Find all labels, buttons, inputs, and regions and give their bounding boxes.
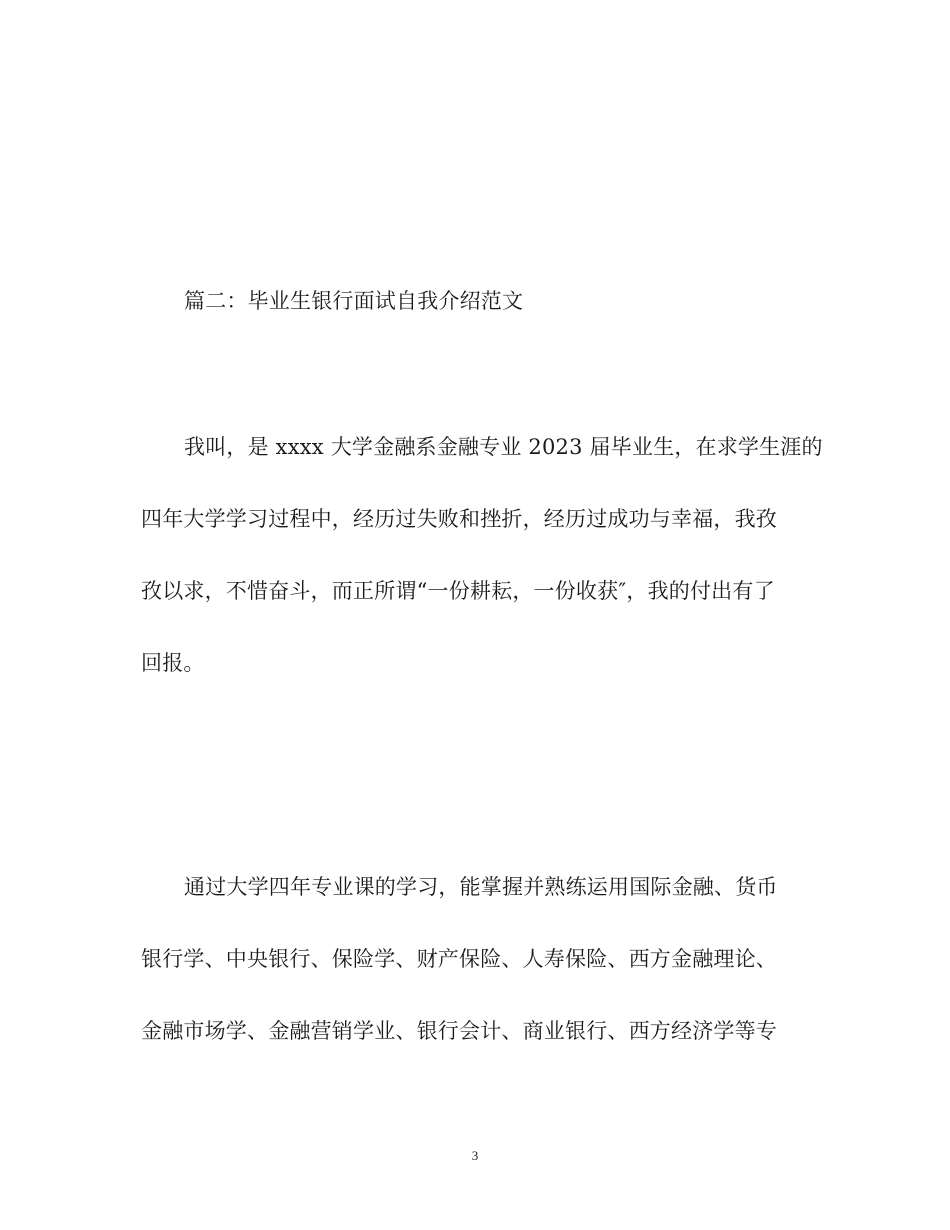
paragraph-1-line-1: 我叫，是 xxxx 大学金融系金融专业 2023 届毕业生，在求学生涯的 <box>184 435 823 459</box>
paragraph-1-line-2: 四年大学学习过程中，经历过失败和挫折，经历过成功与幸福，我孜 <box>141 507 777 531</box>
paragraph-2-line-3: 金融市场学、金融营销学业、银行会计、商业银行、西方经济学等专 <box>141 1019 777 1043</box>
paragraph-1-line-4: 回报。 <box>141 651 205 675</box>
paragraph-2-line-1: 通过大学四年专业课的学习，能掌握并熟练运用国际金融、货币 <box>184 875 778 899</box>
paragraph-2-line-2: 银行学、中央银行、保险学、财产保险、人寿保险、西方金融理论、 <box>141 947 777 971</box>
page-number: 3 <box>471 1148 479 1163</box>
section-heading: 篇二：毕业生银行面试自我介绍范文 <box>184 289 524 313</box>
paragraph-1-line-3: 孜以求，不惜奋斗，而正所谓“一份耕耘，一份收获″，我的付出有了 <box>141 579 775 603</box>
